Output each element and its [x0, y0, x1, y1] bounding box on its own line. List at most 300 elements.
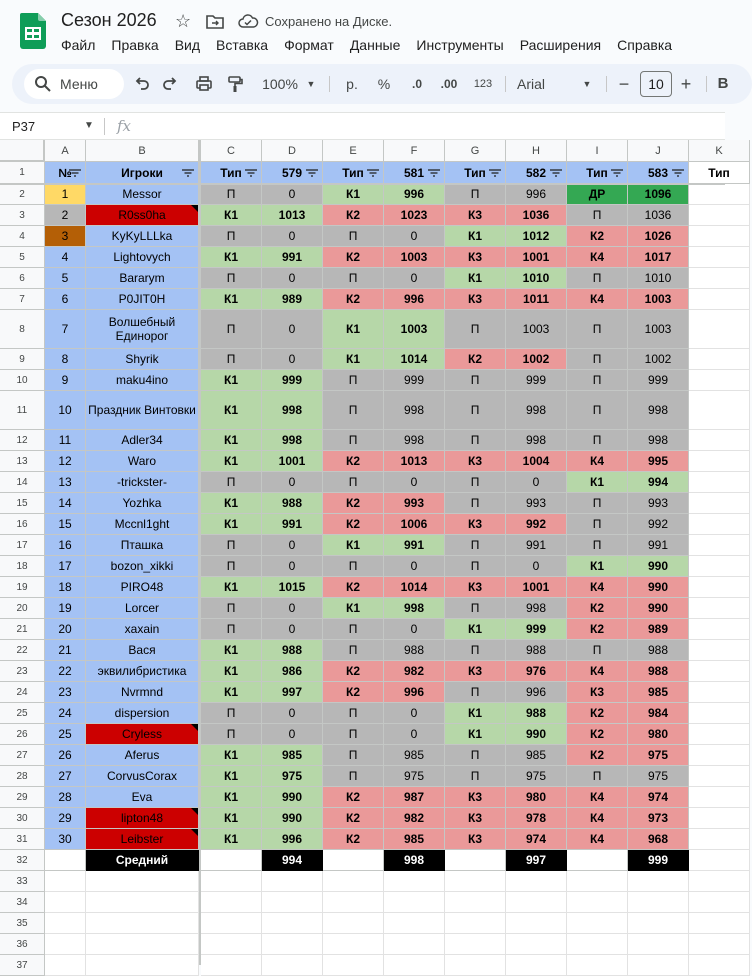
- type-cell[interactable]: [323, 430, 384, 451]
- row-header-18[interactable]: 18: [0, 556, 45, 577]
- type-cell[interactable]: [323, 703, 384, 724]
- rank-cell[interactable]: [45, 598, 86, 619]
- empty-cell[interactable]: [689, 556, 750, 577]
- row-header-23[interactable]: 23: [0, 661, 45, 682]
- column-header-i[interactable]: I: [567, 140, 628, 162]
- score-cell[interactable]: [628, 829, 689, 850]
- type-cell[interactable]: [201, 745, 262, 766]
- type-cell[interactable]: [567, 535, 628, 556]
- empty-cell[interactable]: [445, 955, 506, 976]
- score-cell[interactable]: [262, 391, 323, 430]
- type-cell[interactable]: [323, 577, 384, 598]
- score-cell[interactable]: [628, 556, 689, 577]
- score-cell[interactable]: [628, 598, 689, 619]
- score-cell[interactable]: [384, 205, 445, 226]
- type-cell[interactable]: [567, 577, 628, 598]
- score-cell[interactable]: [384, 184, 445, 205]
- score-cell[interactable]: [628, 205, 689, 226]
- type-cell[interactable]: [201, 472, 262, 493]
- player-name-cell[interactable]: [86, 577, 199, 598]
- column-header-e[interactable]: E: [323, 140, 384, 162]
- type-cell[interactable]: [567, 493, 628, 514]
- score-cell[interactable]: [628, 289, 689, 310]
- type-cell[interactable]: [567, 310, 628, 349]
- print-icon[interactable]: [195, 73, 215, 95]
- score-cell[interactable]: [628, 745, 689, 766]
- score-cell[interactable]: [262, 577, 323, 598]
- empty-cell[interactable]: [201, 850, 262, 871]
- row-header-8[interactable]: 8: [0, 310, 45, 349]
- score-cell[interactable]: [262, 745, 323, 766]
- empty-cell[interactable]: [323, 934, 384, 955]
- score-cell[interactable]: [262, 349, 323, 370]
- score-cell[interactable]: [262, 205, 323, 226]
- filter-icon[interactable]: [69, 169, 81, 177]
- type-cell[interactable]: [567, 619, 628, 640]
- menu-view[interactable]: Вид: [174, 37, 201, 53]
- type-cell[interactable]: [323, 349, 384, 370]
- empty-cell[interactable]: [689, 850, 750, 871]
- type-cell[interactable]: [201, 703, 262, 724]
- type-cell[interactable]: [567, 787, 628, 808]
- type-cell[interactable]: [567, 391, 628, 430]
- score-cell[interactable]: [262, 310, 323, 349]
- empty-cell[interactable]: [445, 913, 506, 934]
- empty-cell[interactable]: [689, 955, 750, 976]
- empty-cell[interactable]: [567, 934, 628, 955]
- player-name-cell[interactable]: [86, 226, 199, 247]
- score-cell[interactable]: [506, 472, 567, 493]
- rank-cell[interactable]: [45, 829, 86, 850]
- type-cell[interactable]: [323, 310, 384, 349]
- type-cell[interactable]: [201, 205, 262, 226]
- empty-cell[interactable]: [689, 661, 750, 682]
- player-name-cell[interactable]: [86, 745, 199, 766]
- row-header-11[interactable]: 11: [0, 391, 45, 430]
- menu-search-button[interactable]: [24, 69, 124, 99]
- empty-cell[interactable]: [689, 310, 750, 349]
- header-cell-j[interactable]: [628, 162, 689, 184]
- type-cell[interactable]: [201, 808, 262, 829]
- empty-cell[interactable]: [689, 787, 750, 808]
- player-name-cell[interactable]: [86, 598, 199, 619]
- score-cell[interactable]: [628, 247, 689, 268]
- empty-cell[interactable]: [689, 577, 750, 598]
- score-cell[interactable]: [628, 535, 689, 556]
- row-header-36[interactable]: 36: [0, 934, 45, 955]
- rank-cell[interactable]: [45, 745, 86, 766]
- row-header-25[interactable]: 25: [0, 703, 45, 724]
- rank-cell[interactable]: [45, 349, 86, 370]
- row-header-19[interactable]: 19: [0, 577, 45, 598]
- row-header-16[interactable]: 16: [0, 514, 45, 535]
- name-box[interactable]: P37: [12, 119, 36, 134]
- player-name-cell[interactable]: [86, 184, 199, 205]
- empty-cell[interactable]: [201, 871, 262, 892]
- score-cell[interactable]: [262, 556, 323, 577]
- score-cell[interactable]: [506, 493, 567, 514]
- type-cell[interactable]: [567, 661, 628, 682]
- score-cell[interactable]: [384, 370, 445, 391]
- type-cell[interactable]: [445, 724, 506, 745]
- score-cell[interactable]: [628, 493, 689, 514]
- player-name-cell[interactable]: [86, 766, 199, 787]
- empty-cell[interactable]: [689, 514, 750, 535]
- empty-cell[interactable]: [628, 913, 689, 934]
- empty-cell[interactable]: [689, 682, 750, 703]
- rank-cell[interactable]: [45, 268, 86, 289]
- score-cell[interactable]: [384, 268, 445, 289]
- type-cell[interactable]: [323, 724, 384, 745]
- score-cell[interactable]: [262, 535, 323, 556]
- type-cell[interactable]: [201, 370, 262, 391]
- type-cell[interactable]: [323, 289, 384, 310]
- type-cell[interactable]: [201, 598, 262, 619]
- score-cell[interactable]: [628, 472, 689, 493]
- average-value-cell[interactable]: [262, 850, 323, 871]
- player-name-cell[interactable]: [86, 640, 199, 661]
- type-cell[interactable]: [445, 577, 506, 598]
- player-name-cell[interactable]: [86, 619, 199, 640]
- type-cell[interactable]: [445, 247, 506, 268]
- empty-cell[interactable]: [45, 913, 86, 934]
- score-cell[interactable]: [384, 391, 445, 430]
- score-cell[interactable]: [384, 556, 445, 577]
- type-cell[interactable]: [445, 472, 506, 493]
- header-cell-e[interactable]: [323, 162, 384, 184]
- rank-cell[interactable]: [45, 430, 86, 451]
- bold-button[interactable]: B: [717, 75, 729, 92]
- type-cell[interactable]: [201, 430, 262, 451]
- font-size-minus-button[interactable]: −: [618, 74, 630, 94]
- score-cell[interactable]: [628, 661, 689, 682]
- score-cell[interactable]: [506, 430, 567, 451]
- empty-cell[interactable]: [689, 184, 750, 205]
- type-cell[interactable]: [201, 577, 262, 598]
- empty-cell[interactable]: [689, 619, 750, 640]
- type-cell[interactable]: [445, 598, 506, 619]
- row-header-28[interactable]: 28: [0, 766, 45, 787]
- empty-cell[interactable]: [689, 892, 750, 913]
- empty-cell[interactable]: [689, 391, 750, 430]
- empty-cell[interactable]: [262, 913, 323, 934]
- player-name-cell[interactable]: [86, 829, 199, 850]
- currency-format-button[interactable]: р.: [346, 76, 358, 92]
- empty-cell[interactable]: [201, 934, 262, 955]
- empty-cell[interactable]: [262, 934, 323, 955]
- filter-icon[interactable]: [489, 169, 501, 177]
- player-name-cell[interactable]: [86, 247, 199, 268]
- type-cell[interactable]: [567, 640, 628, 661]
- score-cell[interactable]: [262, 829, 323, 850]
- score-cell[interactable]: [262, 682, 323, 703]
- row-header-35[interactable]: 35: [0, 913, 45, 934]
- score-cell[interactable]: [384, 682, 445, 703]
- empty-cell[interactable]: [567, 955, 628, 976]
- type-cell[interactable]: [323, 268, 384, 289]
- row-header-5[interactable]: 5: [0, 247, 45, 268]
- empty-cell[interactable]: [689, 703, 750, 724]
- type-cell[interactable]: [567, 556, 628, 577]
- empty-cell[interactable]: [45, 955, 86, 976]
- type-cell[interactable]: [201, 493, 262, 514]
- score-cell[interactable]: [628, 682, 689, 703]
- empty-cell[interactable]: [323, 913, 384, 934]
- type-cell[interactable]: [445, 745, 506, 766]
- row-header-29[interactable]: 29: [0, 787, 45, 808]
- score-cell[interactable]: [628, 268, 689, 289]
- row-header-26[interactable]: 26: [0, 724, 45, 745]
- decrease-decimals-button[interactable]: .0: [411, 77, 422, 91]
- empty-cell[interactable]: [445, 934, 506, 955]
- rank-cell[interactable]: [45, 184, 86, 205]
- type-cell[interactable]: [323, 226, 384, 247]
- type-cell[interactable]: [567, 829, 628, 850]
- score-cell[interactable]: [384, 472, 445, 493]
- empty-cell[interactable]: [506, 955, 567, 976]
- type-cell[interactable]: [323, 472, 384, 493]
- type-cell[interactable]: [567, 430, 628, 451]
- score-cell[interactable]: [506, 640, 567, 661]
- empty-cell[interactable]: [86, 913, 199, 934]
- row-header-17[interactable]: 17: [0, 535, 45, 556]
- type-cell[interactable]: [323, 745, 384, 766]
- average-value-cell[interactable]: [628, 850, 689, 871]
- score-cell[interactable]: [384, 577, 445, 598]
- menu-data[interactable]: Данные: [349, 37, 401, 53]
- player-name-cell[interactable]: [86, 535, 199, 556]
- document-title[interactable]: Сезон 2026: [61, 10, 157, 30]
- rank-cell[interactable]: [45, 493, 86, 514]
- column-header-h[interactable]: H: [506, 140, 567, 162]
- type-cell[interactable]: [567, 289, 628, 310]
- empty-cell[interactable]: [689, 226, 750, 247]
- score-cell[interactable]: [262, 724, 323, 745]
- empty-cell[interactable]: [201, 955, 262, 976]
- player-name-cell[interactable]: [86, 349, 199, 370]
- frozen-row-divider[interactable]: [0, 183, 725, 185]
- header-cell-a[interactable]: [45, 162, 86, 184]
- type-cell[interactable]: [323, 829, 384, 850]
- score-cell[interactable]: [262, 472, 323, 493]
- score-cell[interactable]: [384, 619, 445, 640]
- type-cell[interactable]: [323, 205, 384, 226]
- type-cell[interactable]: [445, 766, 506, 787]
- empty-cell[interactable]: [384, 913, 445, 934]
- empty-cell[interactable]: [689, 598, 750, 619]
- type-cell[interactable]: [323, 640, 384, 661]
- score-cell[interactable]: [262, 514, 323, 535]
- score-cell[interactable]: [628, 391, 689, 430]
- score-cell[interactable]: [628, 703, 689, 724]
- type-cell[interactable]: [445, 535, 506, 556]
- empty-cell[interactable]: [86, 934, 199, 955]
- score-cell[interactable]: [506, 619, 567, 640]
- score-cell[interactable]: [506, 787, 567, 808]
- row-header-34[interactable]: 34: [0, 892, 45, 913]
- score-cell[interactable]: [628, 349, 689, 370]
- filter-icon[interactable]: [672, 169, 684, 177]
- rank-cell[interactable]: [45, 535, 86, 556]
- rank-cell[interactable]: [45, 640, 86, 661]
- score-cell[interactable]: [628, 619, 689, 640]
- empty-cell[interactable]: [201, 892, 262, 913]
- undo-icon[interactable]: [132, 73, 152, 95]
- score-cell[interactable]: [262, 703, 323, 724]
- row-header-12[interactable]: 12: [0, 430, 45, 451]
- score-cell[interactable]: [262, 493, 323, 514]
- filter-icon[interactable]: [550, 169, 562, 177]
- score-cell[interactable]: [384, 703, 445, 724]
- empty-cell[interactable]: [86, 955, 199, 976]
- type-cell[interactable]: [445, 493, 506, 514]
- move-folder-icon[interactable]: [206, 14, 224, 29]
- rank-cell[interactable]: [45, 808, 86, 829]
- score-cell[interactable]: [628, 808, 689, 829]
- score-cell[interactable]: [506, 310, 567, 349]
- score-cell[interactable]: [628, 724, 689, 745]
- empty-cell[interactable]: [689, 289, 750, 310]
- empty-cell[interactable]: [689, 205, 750, 226]
- row-header-33[interactable]: 33: [0, 871, 45, 892]
- type-cell[interactable]: [445, 451, 506, 472]
- score-cell[interactable]: [262, 184, 323, 205]
- type-cell[interactable]: [567, 745, 628, 766]
- score-cell[interactable]: [506, 226, 567, 247]
- score-cell[interactable]: [506, 289, 567, 310]
- score-cell[interactable]: [262, 766, 323, 787]
- row-header-13[interactable]: 13: [0, 451, 45, 472]
- type-cell[interactable]: [567, 184, 628, 205]
- empty-cell[interactable]: [262, 871, 323, 892]
- type-cell[interactable]: [567, 682, 628, 703]
- player-name-cell[interactable]: [86, 205, 199, 226]
- font-select[interactable]: Arial: [517, 76, 546, 92]
- filter-icon[interactable]: [182, 169, 194, 177]
- empty-cell[interactable]: [628, 892, 689, 913]
- score-cell[interactable]: [262, 661, 323, 682]
- player-name-cell[interactable]: [86, 514, 199, 535]
- empty-cell[interactable]: [689, 535, 750, 556]
- empty-cell[interactable]: [262, 955, 323, 976]
- type-cell[interactable]: [445, 619, 506, 640]
- average-value-cell[interactable]: [506, 850, 567, 871]
- rank-cell[interactable]: [45, 661, 86, 682]
- empty-cell[interactable]: [689, 745, 750, 766]
- type-cell[interactable]: [445, 268, 506, 289]
- header-cell-g[interactable]: [445, 162, 506, 184]
- header-cell-b[interactable]: [86, 162, 199, 184]
- row-header-32[interactable]: 32: [0, 850, 45, 871]
- score-cell[interactable]: [384, 724, 445, 745]
- player-name-cell[interactable]: [86, 556, 199, 577]
- type-cell[interactable]: [567, 226, 628, 247]
- row-header-1[interactable]: 1: [0, 162, 45, 184]
- spreadsheet-grid[interactable]: [0, 140, 730, 971]
- menu-extensions[interactable]: Расширения: [519, 37, 602, 53]
- font-chevron-down-icon[interactable]: ▼: [582, 79, 592, 89]
- star-icon[interactable]: ☆: [175, 11, 192, 31]
- empty-cell[interactable]: [567, 913, 628, 934]
- score-cell[interactable]: [384, 451, 445, 472]
- average-value-cell[interactable]: [384, 850, 445, 871]
- type-cell[interactable]: [323, 661, 384, 682]
- score-cell[interactable]: [506, 205, 567, 226]
- row-header-20[interactable]: 20: [0, 598, 45, 619]
- score-cell[interactable]: [506, 451, 567, 472]
- empty-cell[interactable]: [628, 871, 689, 892]
- rank-cell[interactable]: [45, 226, 86, 247]
- type-cell[interactable]: [445, 808, 506, 829]
- type-cell[interactable]: [567, 472, 628, 493]
- score-cell[interactable]: [384, 535, 445, 556]
- score-cell[interactable]: [628, 640, 689, 661]
- cloud-saved-icon[interactable]: [238, 14, 258, 29]
- zoom-chevron-down-icon[interactable]: ▼: [306, 79, 316, 89]
- player-name-cell[interactable]: [86, 472, 199, 493]
- column-header-b[interactable]: B: [86, 140, 199, 162]
- score-cell[interactable]: [506, 808, 567, 829]
- score-cell[interactable]: [262, 370, 323, 391]
- sheets-logo-icon[interactable]: [20, 13, 46, 49]
- score-cell[interactable]: [384, 766, 445, 787]
- row-header-4[interactable]: 4: [0, 226, 45, 247]
- menu-file[interactable]: Файл: [61, 37, 96, 53]
- score-cell[interactable]: [384, 808, 445, 829]
- type-cell[interactable]: [323, 556, 384, 577]
- type-cell[interactable]: [323, 808, 384, 829]
- rank-cell[interactable]: [45, 787, 86, 808]
- type-cell[interactable]: [445, 661, 506, 682]
- rank-cell[interactable]: [45, 205, 86, 226]
- type-cell[interactable]: [445, 640, 506, 661]
- type-cell[interactable]: [323, 682, 384, 703]
- score-cell[interactable]: [628, 226, 689, 247]
- empty-cell[interactable]: [323, 955, 384, 976]
- empty-cell[interactable]: [323, 892, 384, 913]
- rank-cell[interactable]: [45, 310, 86, 349]
- rank-cell[interactable]: [45, 472, 86, 493]
- rank-cell[interactable]: [45, 703, 86, 724]
- score-cell[interactable]: [262, 619, 323, 640]
- empty-cell[interactable]: [201, 913, 262, 934]
- row-header-7[interactable]: 7: [0, 289, 45, 310]
- type-cell[interactable]: [567, 766, 628, 787]
- empty-cell[interactable]: [384, 871, 445, 892]
- empty-cell[interactable]: [384, 934, 445, 955]
- empty-cell[interactable]: [567, 892, 628, 913]
- score-cell[interactable]: [262, 430, 323, 451]
- type-cell[interactable]: [201, 310, 262, 349]
- player-name-cell[interactable]: [86, 310, 199, 349]
- increase-decimals-button[interactable]: .00: [440, 77, 458, 91]
- type-cell[interactable]: [445, 184, 506, 205]
- player-name-cell[interactable]: [86, 391, 199, 430]
- empty-cell[interactable]: [323, 871, 384, 892]
- empty-cell[interactable]: [506, 934, 567, 955]
- empty-cell[interactable]: [384, 955, 445, 976]
- score-cell[interactable]: [506, 370, 567, 391]
- type-cell[interactable]: [445, 289, 506, 310]
- type-cell[interactable]: [445, 703, 506, 724]
- paint-format-icon[interactable]: [226, 73, 246, 95]
- empty-cell[interactable]: [506, 871, 567, 892]
- row-header-2[interactable]: 2: [0, 184, 45, 205]
- type-cell[interactable]: [323, 391, 384, 430]
- type-cell[interactable]: [201, 787, 262, 808]
- score-cell[interactable]: [262, 451, 323, 472]
- empty-cell[interactable]: [689, 724, 750, 745]
